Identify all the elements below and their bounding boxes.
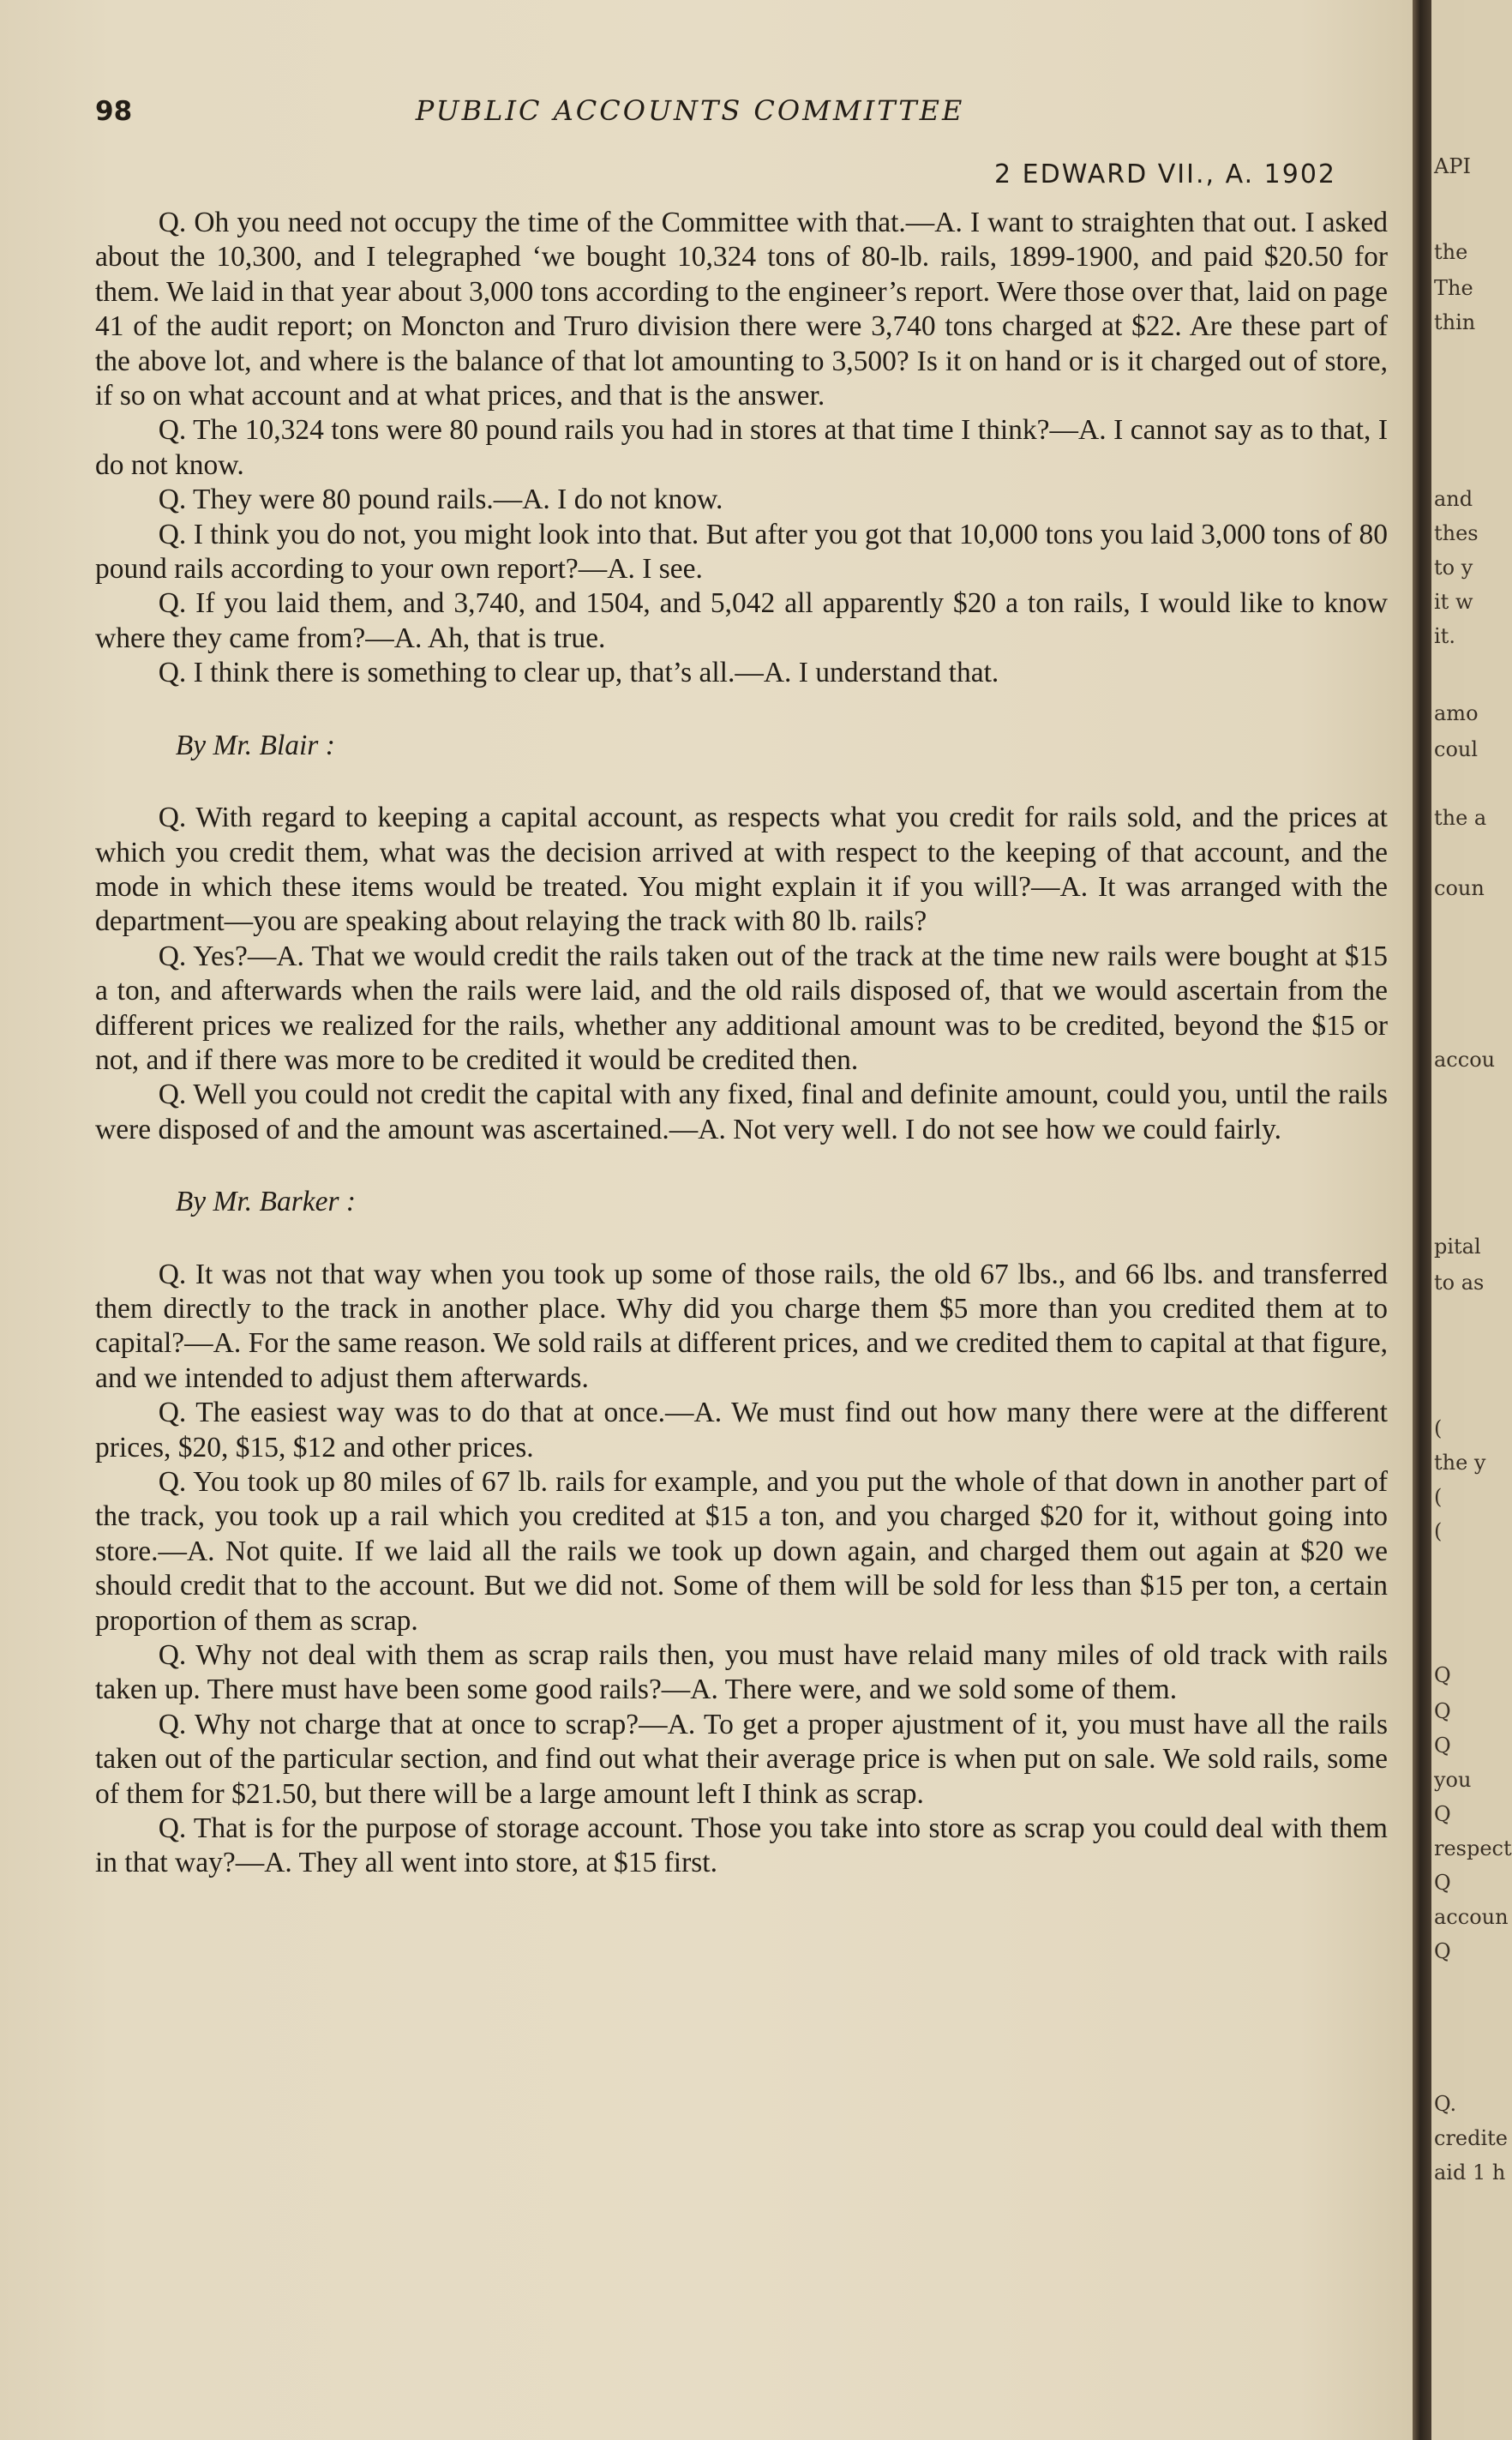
- adjacent-page-fragment: Q.: [1434, 2092, 1457, 2116]
- adjacent-page-fragment: Q: [1434, 1939, 1451, 1963]
- running-title: PUBLIC ACCOUNTS COMMITTEE: [415, 94, 965, 127]
- qa-paragraph: Q. The easiest way was to do that at once.—A. We must find out how many there were at the different prices, $20, $15, $12 and other prices.: [95, 1397, 1388, 1463]
- adjacent-page-fragment: to y: [1434, 556, 1473, 580]
- qa-paragraph: Q. The 10,324 tons were 80 pound rails you had in stores at that time I think?—A. I cannot say as to that, I do not know.: [95, 414, 1388, 481]
- adjacent-page-fragment: API: [1434, 154, 1471, 178]
- adjacent-page-fragment: Q: [1434, 1663, 1451, 1687]
- adjacent-page-fragment: you: [1434, 1768, 1472, 1792]
- adjacent-page-edge: [1431, 0, 1512, 2440]
- adjacent-page-fragment: Q: [1434, 1734, 1451, 1758]
- adjacent-page-fragment: accoun: [1434, 1905, 1509, 1929]
- adjacent-page-fragment: accou: [1434, 1048, 1496, 1072]
- adjacent-page-fragment: and: [1434, 487, 1473, 511]
- adjacent-page-fragment: aid 1 h: [1434, 2161, 1506, 2185]
- body-text: [95, 206, 1388, 1881]
- qa-paragraph: Q. They were 80 pound rails.—A. I do not know.: [158, 484, 723, 516]
- qa-paragraph: Q. That is for the purpose of storage account. Those you take into store as scrap you could deal with them in that way?—A. They all went into store, at $15 first.: [95, 1812, 1388, 1879]
- qa-paragraph: Q. Yes?—A. That we would credit the rails taken out of the track at the time new rails were bought at $15 a ton, and afterwards when the rails were laid, and the old rails disposed of, that we would ascertain from the different prices we realized for the rails, whether any additional amount was to be credited, beyond the $15 or not, and if there was more to be credited it would be credited then.: [95, 940, 1388, 1076]
- session-info: 2 EDWARD VII., A. 1902: [994, 159, 1336, 189]
- adjacent-page-fragment: the a: [1434, 806, 1487, 830]
- adjacent-page-fragment: credite: [1434, 2126, 1509, 2150]
- adjacent-page-fragment: thes: [1434, 521, 1479, 545]
- qa-paragraph: Q. Why not charge that at once to scrap?—A. To get a proper ajustment of it, you must have all the rails taken out of the particular section, and find out what their average price is when put on sale. We sold rails, some of them for $21.50, but there will be a large amount left I think as scrap.: [95, 1708, 1388, 1810]
- qa-paragraph: Q. Well you could not credit the capital with any fixed, final and definite amount, could you, until the rails were disposed of and the amount was ascertained.—A. Not very well. I do not see how we could fairly.: [95, 1079, 1388, 1145]
- adjacent-page-fragment: Q: [1434, 1871, 1451, 1895]
- qa-paragraph: Q. I think there is something to clear up, that’s all.—A. I understand that.: [158, 657, 999, 689]
- adjacent-page-fragment: the y: [1434, 1451, 1486, 1475]
- qa-paragraph: Q. Why not deal with them as scrap rails then, you must have relaid many miles of old track with rails taken up. There must have been some good rails?—A. There were, and we sold some of them.: [95, 1639, 1388, 1706]
- qa-paragraph: Q. Oh you need not occupy the time of the Committee with that.—A. I want to straighten that out. I asked about the 10,300, and I telegraphed ‘we bought 10,324 tons of 80-lb. rails, 1899-1900, and paid $20.50 for them. We laid in that year about 3,000 tons according to the engineer’s report. Were those over that, laid on page 41 of the audit report; on Moncton and Truro division there were 3,740 tons charged at $22. Are these part of the above lot, and where is the balance of that lot amounting to 3,500? Is it on hand or is it charged out of store, if so on what account and at what prices, and that is the answer.: [95, 207, 1388, 412]
- adjacent-page-fragment: Q: [1434, 1699, 1451, 1723]
- speaker-heading: By Mr. Barker :: [175, 1186, 357, 1218]
- page-number: 98: [95, 96, 133, 127]
- adjacent-page-fragment: respect: [1434, 1836, 1512, 1860]
- adjacent-page-fragment: coun: [1434, 876, 1485, 900]
- adjacent-page-fragment: thin: [1434, 310, 1476, 334]
- testimony-section-1: [95, 206, 1388, 691]
- adjacent-page-fragment: to as: [1434, 1271, 1485, 1295]
- book-binding-gutter: [1413, 0, 1431, 2440]
- testimony-section-3: [95, 1185, 1388, 1881]
- qa-paragraph: Q. You took up 80 miles of 67 lb. rails for example, and you put the whole of that down in another part of the track, you took up a rail which you credited at $15 a ton, and you charged $20 for it, without going into store.—A. Not quite. If we laid all the rails we took up down again, and charged them out again at $20 we should credit that to the account. But we did not. Some of them will be sold for less than $15 per ton, a certain proportion of them as scrap.: [95, 1466, 1388, 1637]
- adjacent-page-fragment: it.: [1434, 624, 1455, 648]
- adjacent-page-fragment: coul: [1434, 737, 1479, 761]
- adjacent-page-fragment: it w: [1434, 590, 1473, 614]
- speaker-heading: By Mr. Blair :: [175, 729, 335, 761]
- adjacent-page-fragment: amo: [1434, 701, 1479, 725]
- adjacent-page-fragment: the: [1434, 240, 1468, 264]
- qa-paragraph: Q. If you laid them, and 3,740, and 1504, and 5,042 all apparently $20 a ton rails, I would like to know where they came from?—A. Ah, that is true.: [95, 587, 1388, 654]
- qa-paragraph: Q. I think you do not, you might look into that. But after you got that 10,000 tons you laid 3,000 tons of 80 pound rails according to your own report?—A. I see.: [95, 518, 1388, 586]
- adjacent-page-fragment: (: [1434, 1485, 1443, 1509]
- qa-paragraph: Q. With regard to keeping a capital account, as respects what you credit for rails sold, and the prices at which you credit them, what was the decision arrived at with respect to the keeping of that account, and the mode in which these items would be treated. You might explain it if you will?—A. It was arranged with the department—you are speaking about relaying the track with 80 lb. rails?: [95, 802, 1388, 938]
- testimony-section-2: [95, 729, 1388, 1147]
- adjacent-page-fragment: The: [1434, 276, 1473, 300]
- adjacent-page-fragment: Q: [1434, 1802, 1451, 1826]
- adjacent-page-fragment: (: [1434, 1416, 1443, 1440]
- adjacent-page-fragment: pital: [1434, 1235, 1481, 1259]
- adjacent-page-fragment: (: [1434, 1519, 1443, 1543]
- qa-paragraph: Q. It was not that way when you took up some of those rails, the old 67 lbs., and 66 lbs. and transferred them directly to the track in another place. Why did you charge them $5 more than you credited them at to capital?—A. For the same reason. We sold rails at different prices, and we credited them to capital at that figure, and we intended to adjust them afterwards.: [95, 1258, 1388, 1394]
